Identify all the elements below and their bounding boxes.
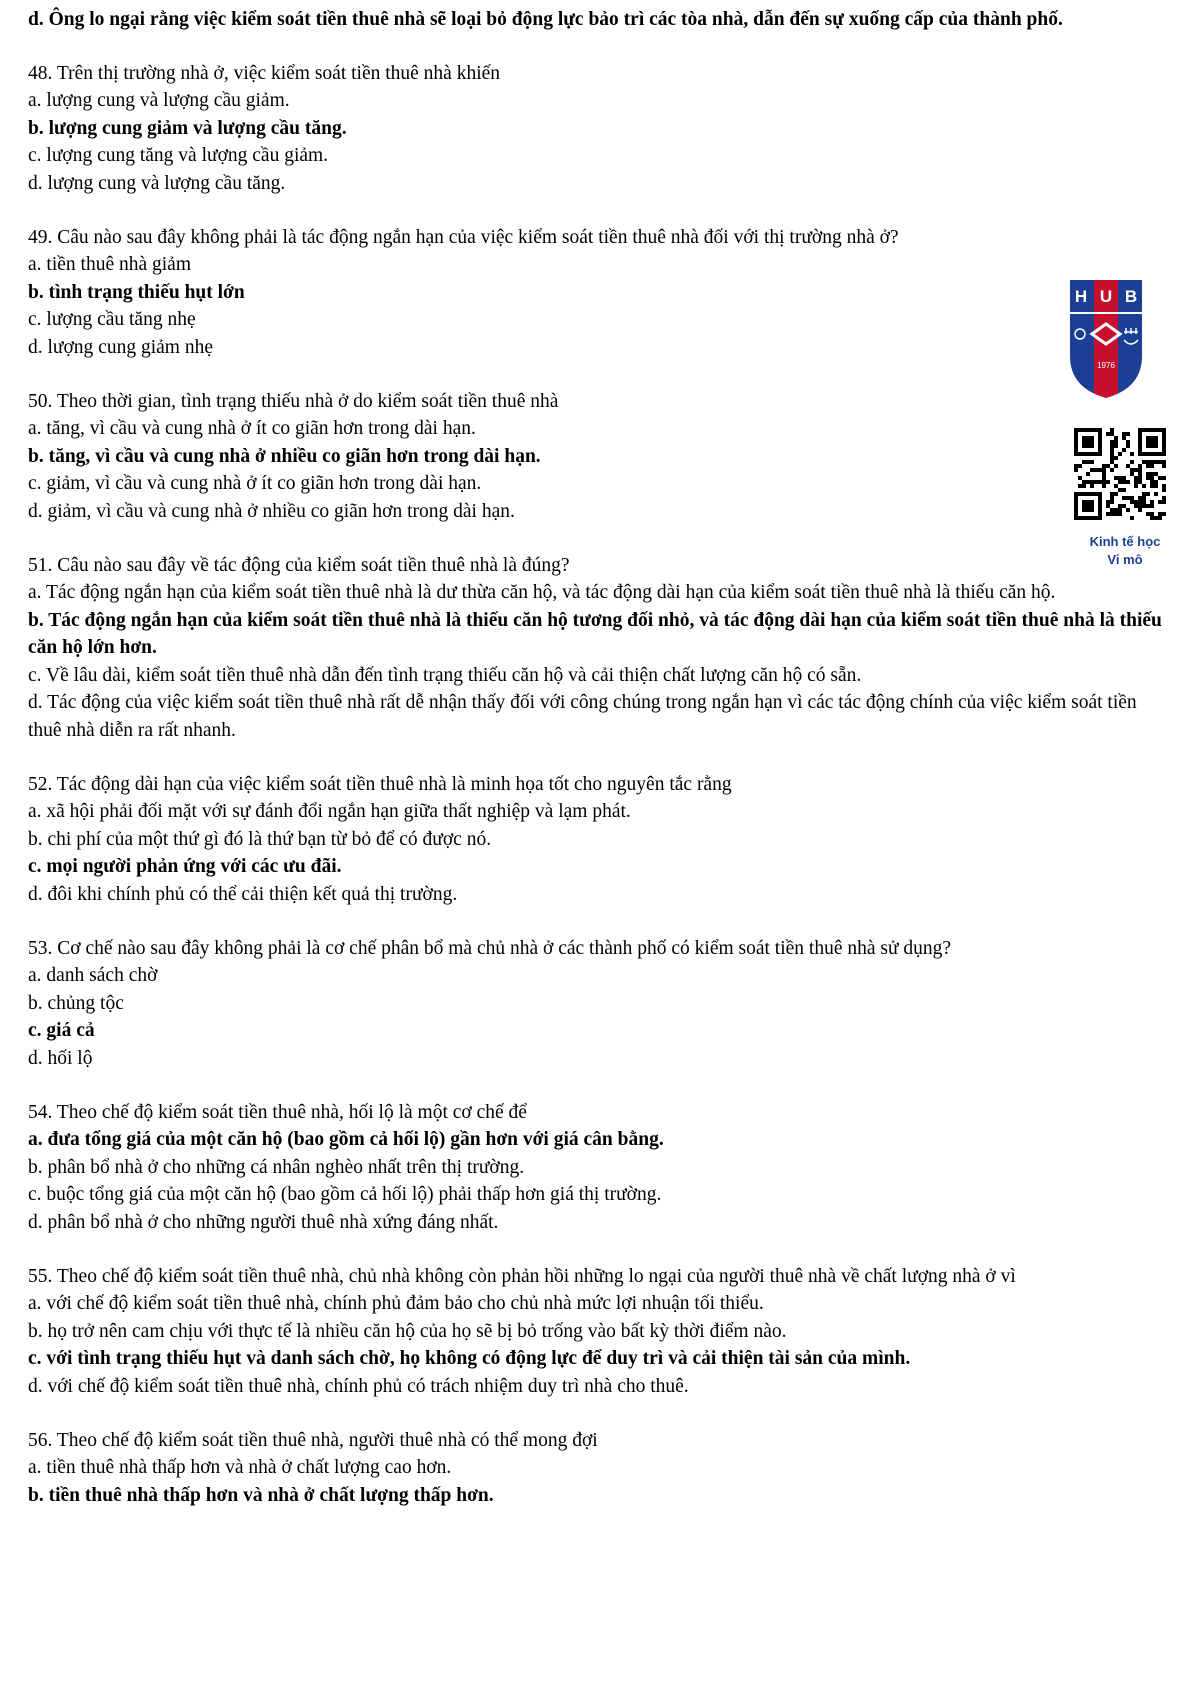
answer-line-correct: c. với tình trạng thiếu hụt và danh sách chờ, họ không có động lực để duy trì và cải thiện tài sản của mình. bbox=[28, 1348, 911, 1370]
hub-shield-logo bbox=[1068, 278, 1144, 400]
text-line: 56. Theo chế độ kiểm soát tiền thuê nhà, người thuê nhà có thể mong đợi bbox=[28, 1429, 598, 1451]
answer-line-correct: c. mọi người phản ứng với các ưu đãi. bbox=[28, 856, 342, 878]
logo-caption-line1: Kinh tế học bbox=[1089, 534, 1161, 549]
text-line: a. xã hội phải đối mặt với sự đánh đổi ngắn hạn giữa thất nghiệp và lạm phát. bbox=[28, 801, 631, 823]
text-line: 51. Câu nào sau đây về tác động của kiểm soát tiền thuê nhà là đúng? bbox=[28, 554, 570, 576]
text-line: 48. Trên thị trường nhà ở, việc kiểm soát tiền thuê nhà khiến bbox=[28, 62, 501, 84]
spacer bbox=[28, 526, 1168, 552]
text-line: 54. Theo chế độ kiểm soát tiền thuê nhà, hối lộ là một cơ chế để bbox=[28, 1101, 527, 1123]
text-line: a. tiền thuê nhà thấp hơn và nhà ở chất lượng cao hơn. bbox=[28, 1457, 452, 1479]
text-line: a. với chế độ kiểm soát tiền thuê nhà, chính phủ đảm bảo cho chủ nhà mức lợi nhuận tối thiểu. bbox=[28, 1293, 764, 1315]
text-line: c. Về lâu dài, kiểm soát tiền thuê nhà dẫn đến tình trạng thiếu căn hộ và cải thiện chất lượng căn hộ có sẵn. bbox=[28, 664, 862, 686]
spacer bbox=[28, 1401, 1168, 1427]
text-line: 52. Tác động dài hạn của việc kiểm soát tiền thuê nhà là minh họa tốt cho nguyên tắc rằng bbox=[28, 773, 732, 795]
question-document bbox=[28, 6, 1168, 1509]
text-line: c. buộc tổng giá của một căn hộ (bao gồm cả hối lộ) phải thấp hơn giá thị trường. bbox=[28, 1184, 662, 1206]
text-line: a. tăng, vì cầu và cung nhà ở ít co giãn hơn trong dài hạn. bbox=[28, 418, 476, 440]
text-line: 49. Câu nào sau đây không phải là tác động ngắn hạn của việc kiểm soát tiền thuê nhà đối với thị trường nhà ở? bbox=[28, 226, 899, 248]
qr-code bbox=[1074, 428, 1166, 520]
answer-line-correct: c. giá cả bbox=[28, 1020, 95, 1042]
logo-letter-u: U bbox=[1099, 287, 1113, 306]
spacer bbox=[28, 34, 1168, 60]
logo-caption-line2: Vi mô bbox=[1107, 552, 1143, 567]
answer-line-correct: b. tiền thuê nhà thấp hơn và nhà ở chất lượng thấp hơn. bbox=[28, 1484, 494, 1506]
text-line: d. với chế độ kiểm soát tiền thuê nhà, chính phủ có trách nhiệm duy trì nhà cho thuê. bbox=[28, 1375, 689, 1397]
spacer bbox=[28, 198, 1168, 224]
spacer bbox=[28, 1073, 1168, 1099]
logo-year: 1976 bbox=[1097, 361, 1115, 370]
answer-line-correct: b. lượng cung giảm và lượng cầu tăng. bbox=[28, 117, 347, 139]
text-line: b. phân bổ nhà ở cho những cá nhân nghèo nhất trên thị trường. bbox=[28, 1156, 525, 1178]
text-line: a. tiền thuê nhà giảm bbox=[28, 254, 191, 276]
text-line: 53. Cơ chế nào sau đây không phải là cơ chế phân bổ mà chủ nhà ở các thành phố có kiểm soát tiền thuê nhà sử dụng? bbox=[28, 937, 952, 959]
text-line: d. lượng cung giảm nhẹ bbox=[28, 336, 213, 358]
text-line: a. Tác động ngắn hạn của kiểm soát tiền thuê nhà là dư thừa căn hộ, và tác động dài hạn của kiểm soát tiền thuê nhà là thiếu căn hộ. bbox=[28, 582, 1056, 604]
spacer bbox=[28, 362, 1168, 388]
text-line: d. phân bổ nhà ở cho những người thuê nhà xứng đáng nhất. bbox=[28, 1211, 499, 1233]
text-line: d. lượng cung và lượng cầu tăng. bbox=[28, 172, 286, 194]
answer-line-correct: d. Ông lo ngại rằng việc kiểm soát tiền thuê nhà sẽ loại bỏ động lực bảo trì các tòa nhà, dẫn đến sự xuống cấp của thành phố. bbox=[28, 9, 1063, 30]
logo-letter-b: B bbox=[1124, 287, 1138, 306]
spacer bbox=[28, 745, 1168, 771]
text-line: c. giảm, vì cầu và cung nhà ở ít co giãn hơn trong dài hạn. bbox=[28, 473, 482, 495]
answer-line-correct: b. tăng, vì cầu và cung nhà ở nhiều co giãn hơn trong dài hạn. bbox=[28, 445, 541, 467]
spacer bbox=[28, 909, 1168, 935]
text-line: b. chủng tộc bbox=[28, 992, 124, 1014]
text-line: c. lượng cung tăng và lượng cầu giảm. bbox=[28, 145, 329, 167]
text-line: d. giảm, vì cầu và cung nhà ở nhiều co giãn hơn trong dài hạn. bbox=[28, 500, 515, 522]
text-line: a. lượng cung và lượng cầu giảm. bbox=[28, 90, 290, 112]
spacer bbox=[28, 1237, 1168, 1263]
text-line: 50. Theo thời gian, tình trạng thiếu nhà ở do kiểm soát tiền thuê nhà bbox=[28, 390, 559, 412]
text-line: b. họ trở nên cam chịu với thực tế là nhiều căn hộ của họ sẽ bị bỏ trống vào bất kỳ thời điểm nào. bbox=[28, 1320, 787, 1342]
text-line: 55. Theo chế độ kiểm soát tiền thuê nhà, chủ nhà không còn phản hồi những lo ngại của người thuê nhà về chất lượng nhà ở vì bbox=[28, 1265, 1016, 1287]
text-line: d. đôi khi chính phủ có thể cải thiện kết quả thị trường. bbox=[28, 884, 458, 906]
text-line: b. chi phí của một thứ gì đó là thứ bạn từ bỏ để có được nó. bbox=[28, 828, 492, 850]
answer-line-correct: b. Tác động ngắn hạn của kiểm soát tiền thuê nhà là thiếu căn hộ tương đối nhỏ, và tác động dài hạn của kiểm soát tiền thuê nhà là thiếu căn hộ lớn hơn. bbox=[28, 609, 1162, 659]
text-line: c. lượng cầu tăng nhẹ bbox=[28, 309, 196, 331]
text-line: a. danh sách chờ bbox=[28, 965, 158, 987]
text-line: d. Tác động của việc kiểm soát tiền thuê nhà rất dễ nhận thấy đối với công chúng trong ngắn hạn vì các tác động chính của việc kiểm soát tiền thuê nhà diễn ra rất nhanh. bbox=[28, 692, 1137, 742]
hub-logo-area bbox=[1060, 278, 1190, 578]
logo-letter-h: H bbox=[1074, 287, 1088, 306]
text-line: d. hối lộ bbox=[28, 1048, 93, 1069]
answer-line-correct: b. tình trạng thiếu hụt lớn bbox=[28, 281, 245, 303]
answer-line-correct: a. đưa tổng giá của một căn hộ (bao gồm cả hối lộ) gần hơn với giá cân bằng. bbox=[28, 1129, 664, 1151]
